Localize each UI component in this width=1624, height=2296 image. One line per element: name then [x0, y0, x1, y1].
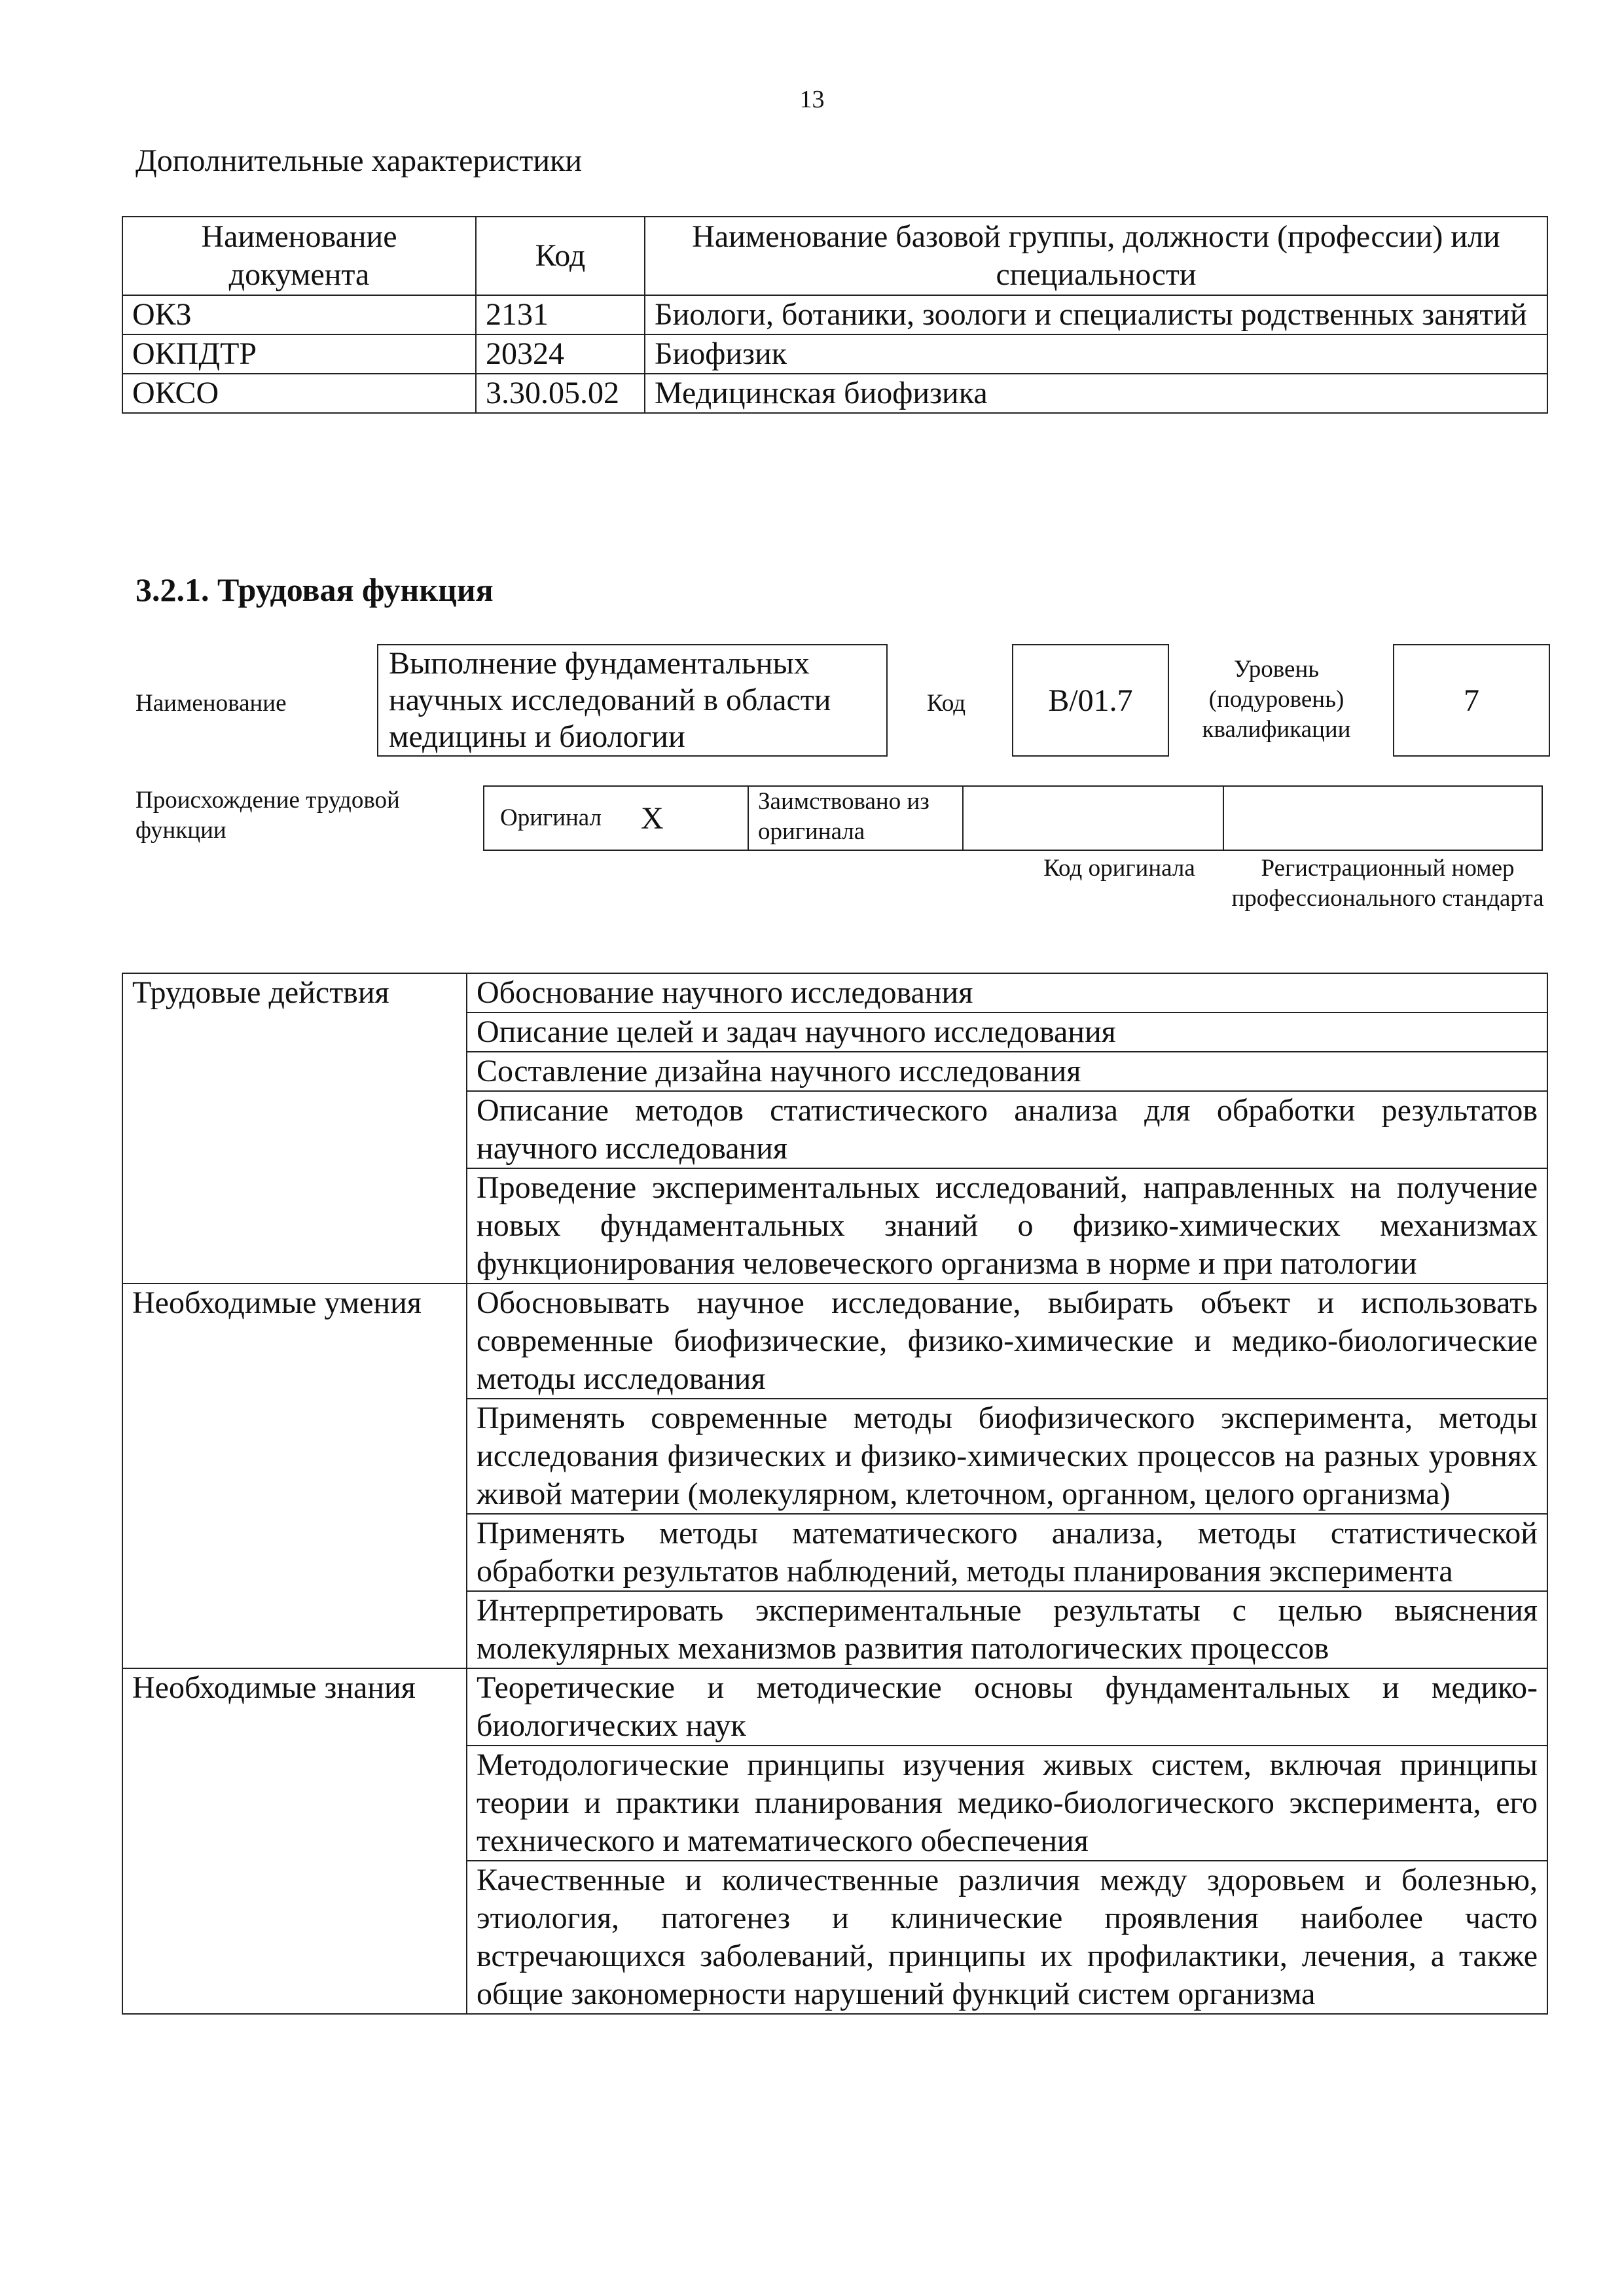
table-row — [122, 374, 1547, 413]
additional-characteristics-title: Дополнительные характеристики — [135, 143, 583, 178]
registration-number-caption: Регистрационный номер профессионального стандарта — [1231, 855, 1544, 912]
page-number: 13 — [799, 86, 825, 113]
category-knowledge: Необходимые знания — [122, 1668, 467, 2014]
list-item: Проведение экспериментальных исследований, направленных на получение новых фундаментальных знаний о физико-химических механизмах функционирования человеческого организма в норме и при патологии — [467, 1168, 1547, 1283]
doc-name-cell: ОКСО — [122, 374, 476, 413]
list-item: Теоретические и методические основы фундаментальных и медико-биологических наук — [467, 1668, 1547, 1746]
code-cell: 20324 — [476, 334, 645, 374]
function-code-value: B/01.7 — [1012, 644, 1169, 757]
list-item: Методологические принципы изучения живых систем, включая принципы теории и практики планирования медико-биологического эксперимента, его технического и математического обеспечения — [467, 1746, 1547, 1861]
table-row — [122, 973, 1547, 1013]
group-name-cell: Медицинская биофизика — [645, 374, 1547, 413]
original-cell — [483, 785, 749, 851]
code-cell: 2131 — [476, 295, 645, 334]
name-label: Наименование — [135, 690, 287, 717]
list-item: Применять современные методы биофизического эксперимента, методы исследования физических и физико-химических процессов на разных уровнях живой материи (молекулярном, клеточном, органном, целого организма) — [467, 1399, 1547, 1514]
header-doc-name: Наименование документа — [122, 217, 476, 295]
additional-characteristics-table — [122, 216, 1548, 414]
original-mark: X — [641, 800, 664, 836]
category-labor-actions: Трудовые действия — [122, 973, 467, 1283]
table-row — [122, 334, 1547, 374]
registration-number-cell — [1223, 785, 1543, 851]
table-row — [122, 295, 1547, 334]
group-name-cell: Биофизик — [645, 334, 1547, 374]
list-item: Применять методы математического анализа, методы статистической обработки результатов наблюдений, методы планирования эксперимента — [467, 1514, 1547, 1591]
original-code-caption: Код оригинала — [1043, 855, 1195, 882]
qualification-level-label: Уровень (подуровень) квалификации — [1202, 656, 1351, 743]
code-label: Код — [927, 690, 966, 717]
doc-name-cell: ОКЗ — [122, 295, 476, 334]
table-row — [122, 1668, 1547, 1746]
section-title: 3.2.1. Трудовая функция — [135, 571, 494, 608]
header-group-name: Наименование базовой группы, должности (профессии) или специальности — [645, 217, 1547, 295]
borrowed-cell: Заимствовано из оригинала — [748, 785, 964, 851]
origin-row — [484, 785, 1548, 851]
group-name-cell: Биологи, ботаники, зоологи и специалисты родственных занятий — [645, 295, 1547, 334]
list-item: Обоснование научного исследования — [467, 973, 1547, 1013]
list-item: Качественные и количественные различия между здоровьем и болезнью, этиология, патогенез и клинические проявления наиболее часто встречающихся заболеваний, принципы их профилактики, лечения, а также общие закономерности нарушений функций систем организма — [467, 1861, 1547, 2014]
list-item: Интерпретировать экспериментальные результаты с целью выяснения молекулярных механизмов развития патологических процессов — [467, 1591, 1547, 1668]
function-details-table — [122, 973, 1548, 2015]
category-skills: Необходимые умения — [122, 1283, 467, 1668]
function-name-value: Выполнение фундаментальных научных исследований в области медицины и биологии — [377, 644, 888, 757]
doc-name-cell: ОКПДТР — [122, 334, 476, 374]
table-header-row — [122, 217, 1547, 295]
table-row — [122, 1283, 1547, 1399]
original-code-cell — [962, 785, 1224, 851]
list-item: Описание методов статистического анализа для обработки результатов научного исследования — [467, 1091, 1547, 1168]
qualification-level-value: 7 — [1393, 644, 1550, 757]
list-item: Составление дизайна научного исследования — [467, 1052, 1547, 1091]
list-item: Обосновывать научное исследование, выбирать объект и использовать современные биофизические, физико-химические и медико-биологические методы исследования — [467, 1283, 1547, 1399]
header-code: Код — [476, 217, 645, 295]
code-cell: 3.30.05.02 — [476, 374, 645, 413]
list-item: Описание целей и задач научного исследования — [467, 1013, 1547, 1052]
original-label: Оригинал — [500, 804, 602, 831]
origin-label: Происхождение трудовой функции — [135, 787, 400, 844]
